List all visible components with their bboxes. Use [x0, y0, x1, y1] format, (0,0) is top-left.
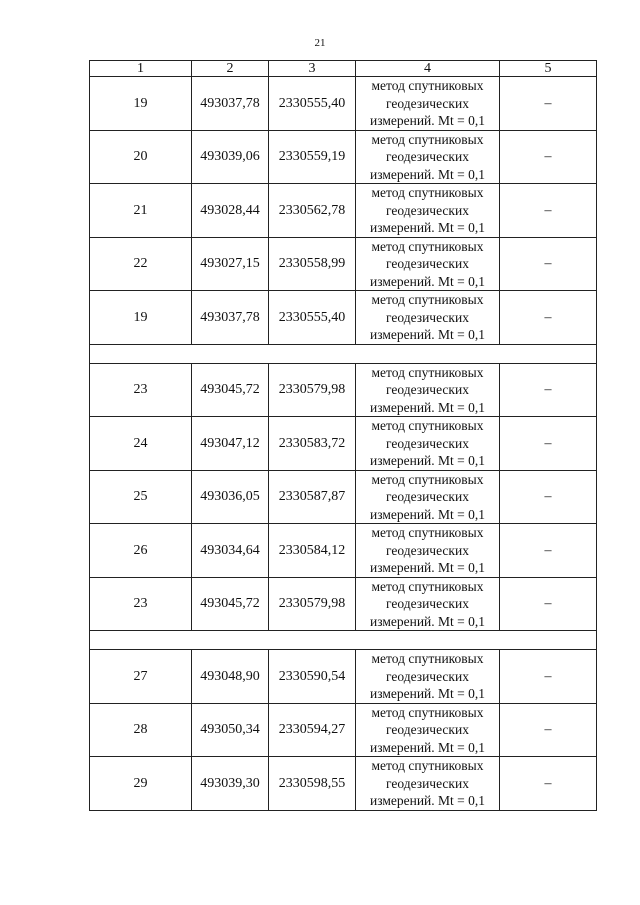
note-cell: –	[500, 417, 597, 471]
note-cell: –	[500, 184, 597, 238]
y-coordinate-cell: 2330598,55	[269, 757, 356, 811]
column-header: 5	[500, 61, 597, 77]
table-row	[90, 650, 597, 704]
table-row	[90, 291, 597, 345]
note-cell: –	[500, 757, 597, 811]
method-cell: метод спутниковых геодезических измерений. Mt = 0,1	[356, 703, 500, 757]
point-number-cell: 29	[90, 757, 192, 811]
point-number-cell: 23	[90, 363, 192, 417]
note-cell: –	[500, 577, 597, 631]
y-coordinate-cell: 2330559,19	[269, 130, 356, 184]
method-cell: метод спутниковых геодезических измерений. Mt = 0,1	[356, 237, 500, 291]
column-header: 4	[356, 61, 500, 77]
point-number-cell: 23	[90, 577, 192, 631]
table-body	[90, 77, 597, 811]
note-cell: –	[500, 650, 597, 704]
group-separator-row	[90, 631, 597, 650]
method-cell: метод спутниковых геодезических измерений. Mt = 0,1	[356, 130, 500, 184]
note-cell: –	[500, 470, 597, 524]
note-cell: –	[500, 703, 597, 757]
column-header: 3	[269, 61, 356, 77]
y-coordinate-cell: 2330594,27	[269, 703, 356, 757]
point-number-cell: 19	[90, 77, 192, 131]
column-header: 2	[192, 61, 269, 77]
point-number-cell: 26	[90, 524, 192, 578]
y-coordinate-cell: 2330558,99	[269, 237, 356, 291]
table-row	[90, 417, 597, 471]
table-row	[90, 184, 597, 238]
method-cell: метод спутниковых геодезических измерений. Mt = 0,1	[356, 757, 500, 811]
coordinates-table	[89, 60, 597, 811]
x-coordinate-cell: 493037,78	[192, 291, 269, 345]
x-coordinate-cell: 493039,06	[192, 130, 269, 184]
method-cell: метод спутниковых геодезических измерений. Mt = 0,1	[356, 524, 500, 578]
group-separator-cell	[90, 344, 597, 363]
x-coordinate-cell: 493050,34	[192, 703, 269, 757]
note-cell: –	[500, 291, 597, 345]
x-coordinate-cell: 493047,12	[192, 417, 269, 471]
y-coordinate-cell: 2330579,98	[269, 577, 356, 631]
method-cell: метод спутниковых геодезических измерений. Mt = 0,1	[356, 77, 500, 131]
point-number-cell: 25	[90, 470, 192, 524]
y-coordinate-cell: 2330583,72	[269, 417, 356, 471]
x-coordinate-cell: 493037,78	[192, 77, 269, 131]
table-row	[90, 77, 597, 131]
x-coordinate-cell: 493028,44	[192, 184, 269, 238]
column-header: 1	[90, 61, 192, 77]
method-cell: метод спутниковых геодезических измерений. Mt = 0,1	[356, 363, 500, 417]
method-cell: метод спутниковых геодезических измерений. Mt = 0,1	[356, 650, 500, 704]
x-coordinate-cell: 493045,72	[192, 363, 269, 417]
page-number: 21	[314, 37, 326, 49]
point-number-cell: 19	[90, 291, 192, 345]
y-coordinate-cell: 2330562,78	[269, 184, 356, 238]
y-coordinate-cell: 2330584,12	[269, 524, 356, 578]
x-coordinate-cell: 493039,30	[192, 757, 269, 811]
table-row	[90, 757, 597, 811]
group-separator-row	[90, 344, 597, 363]
table-row	[90, 363, 597, 417]
method-cell: метод спутниковых геодезических измерений. Mt = 0,1	[356, 417, 500, 471]
y-coordinate-cell: 2330555,40	[269, 77, 356, 131]
point-number-cell: 24	[90, 417, 192, 471]
point-number-cell: 27	[90, 650, 192, 704]
point-number-cell: 21	[90, 184, 192, 238]
note-cell: –	[500, 130, 597, 184]
method-cell: метод спутниковых геодезических измерений. Mt = 0,1	[356, 184, 500, 238]
table-row	[90, 237, 597, 291]
table-row	[90, 130, 597, 184]
group-separator-cell	[90, 631, 597, 650]
y-coordinate-cell: 2330590,54	[269, 650, 356, 704]
table-header-row	[90, 61, 597, 77]
method-cell: метод спутниковых геодезических измерений. Mt = 0,1	[356, 470, 500, 524]
table-row	[90, 703, 597, 757]
x-coordinate-cell: 493048,90	[192, 650, 269, 704]
x-coordinate-cell: 493027,15	[192, 237, 269, 291]
note-cell: –	[500, 524, 597, 578]
y-coordinate-cell: 2330579,98	[269, 363, 356, 417]
note-cell: –	[500, 237, 597, 291]
x-coordinate-cell: 493045,72	[192, 577, 269, 631]
x-coordinate-cell: 493036,05	[192, 470, 269, 524]
note-cell: –	[500, 77, 597, 131]
point-number-cell: 28	[90, 703, 192, 757]
x-coordinate-cell: 493034,64	[192, 524, 269, 578]
table-row	[90, 577, 597, 631]
table-row	[90, 470, 597, 524]
note-cell: –	[500, 363, 597, 417]
point-number-cell: 22	[90, 237, 192, 291]
method-cell: метод спутниковых геодезических измерений. Mt = 0,1	[356, 577, 500, 631]
y-coordinate-cell: 2330555,40	[269, 291, 356, 345]
point-number-cell: 20	[90, 130, 192, 184]
table-row	[90, 524, 597, 578]
method-cell: метод спутниковых геодезических измерений. Mt = 0,1	[356, 291, 500, 345]
y-coordinate-cell: 2330587,87	[269, 470, 356, 524]
